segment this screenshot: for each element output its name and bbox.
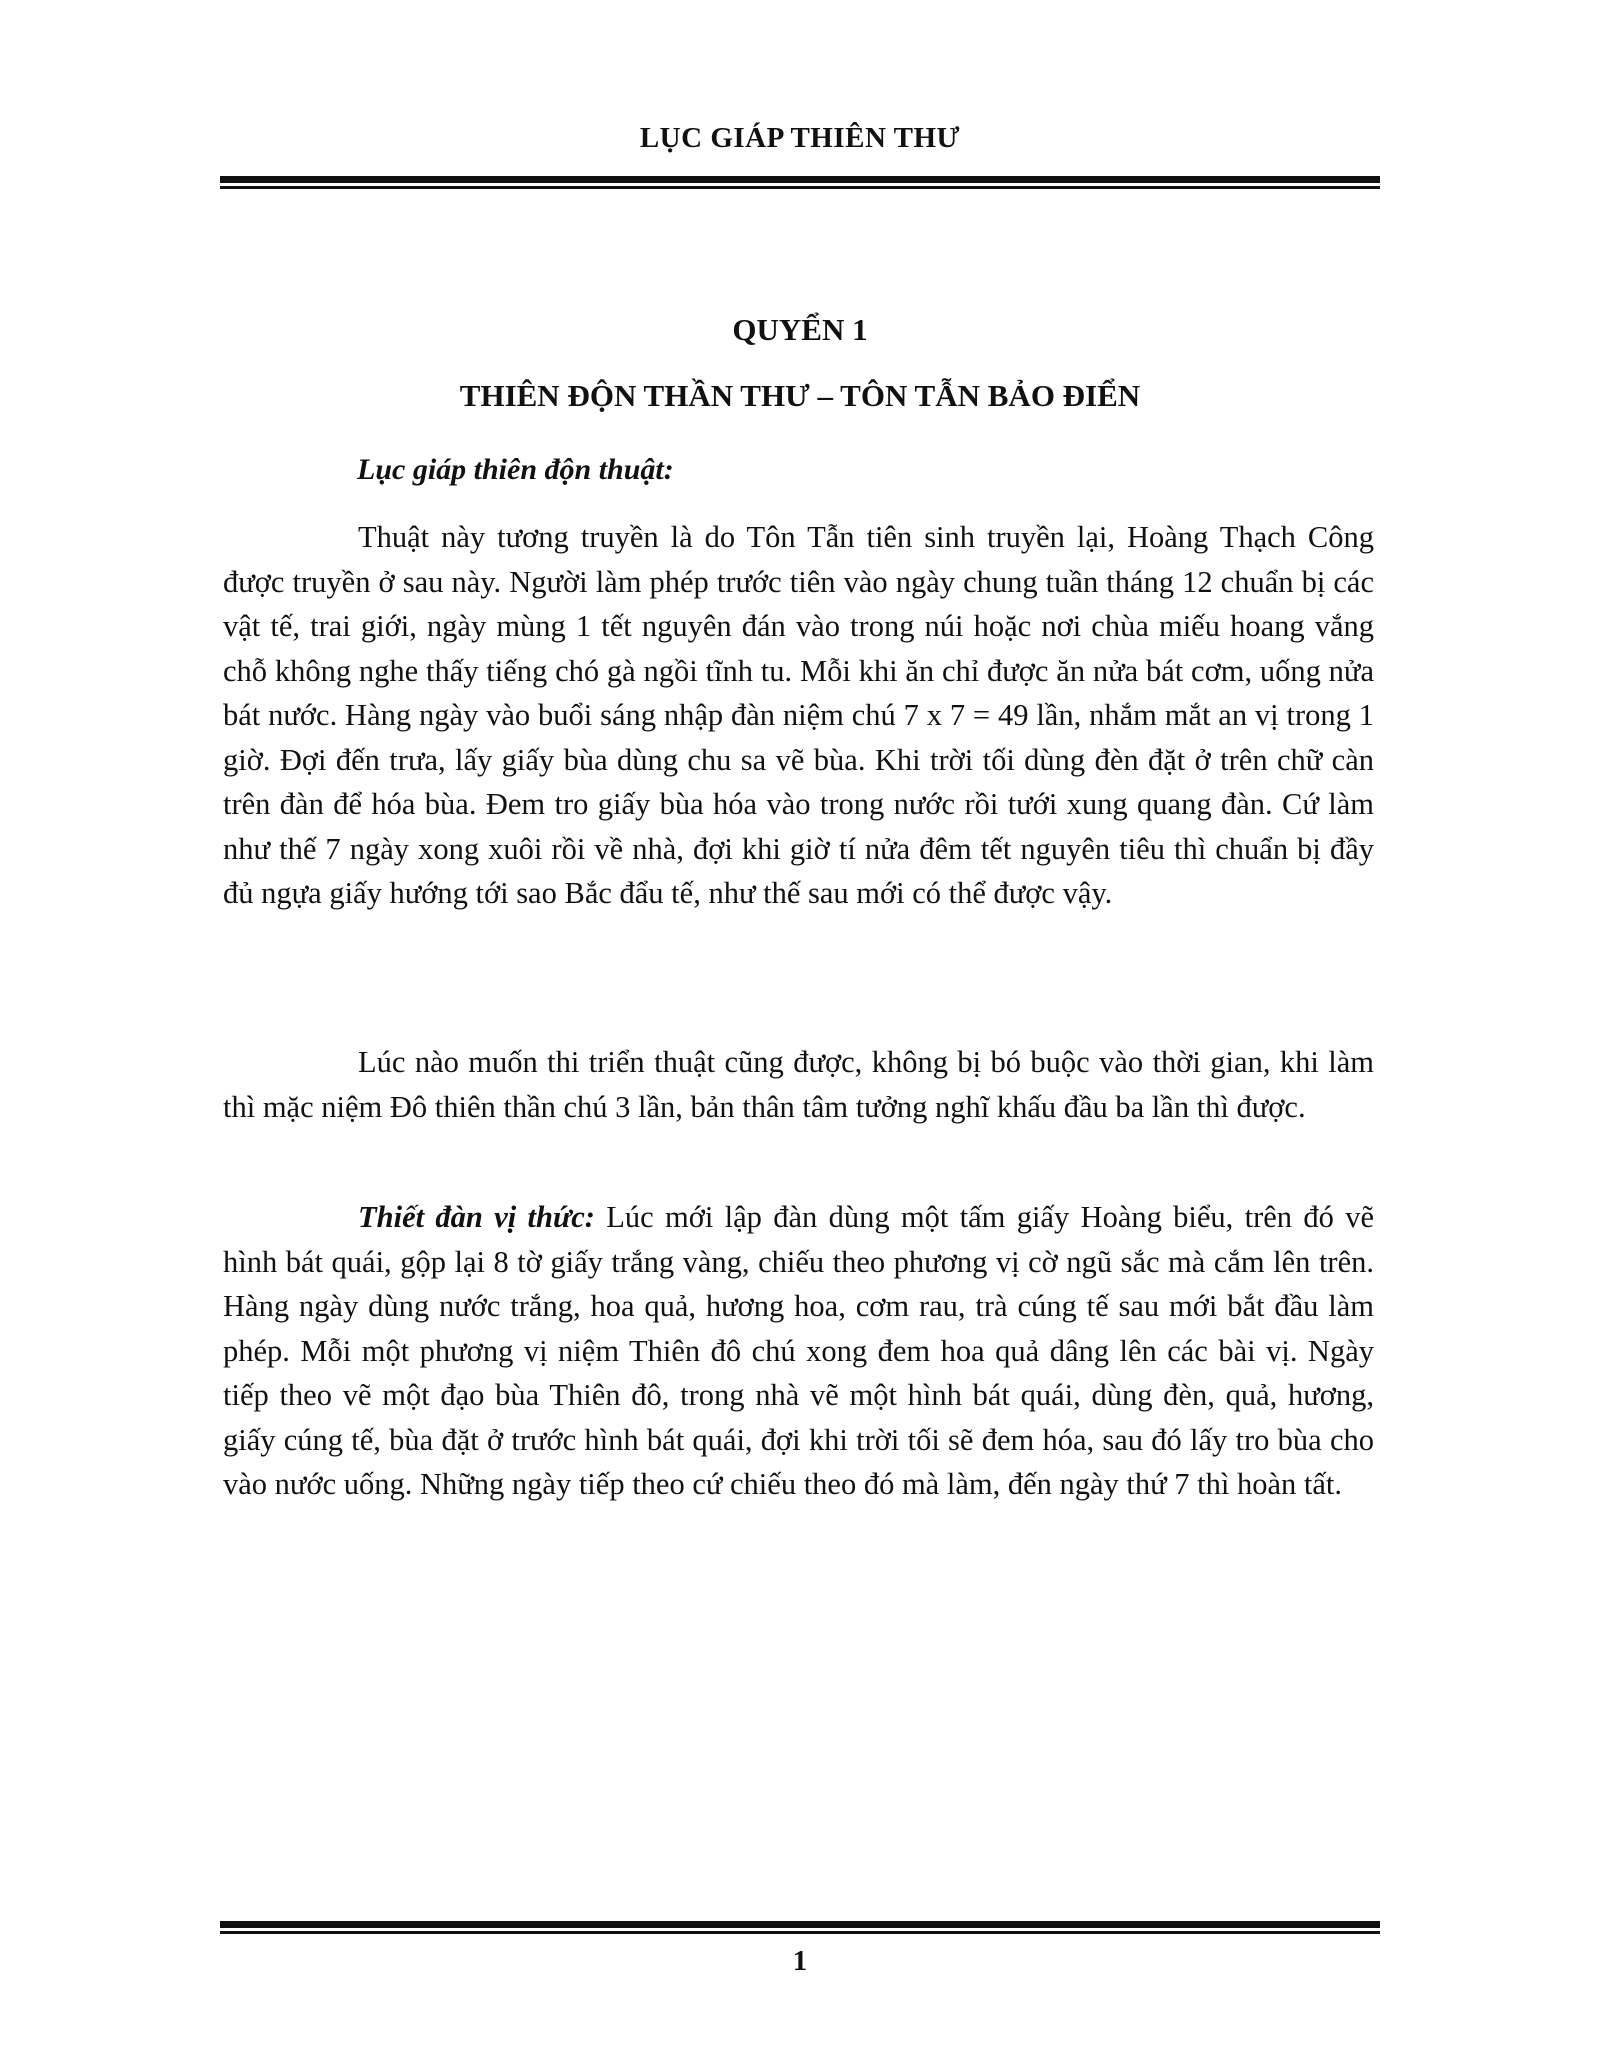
footer-rule-thick xyxy=(220,1921,1380,1928)
chapter-title: THIÊN ĐỘN THẦN THƯ – TÔN TẪN BẢO ĐIỂN xyxy=(459,378,1141,413)
running-header: LỤC GIÁP THIÊN THƯ xyxy=(639,122,961,154)
footer-rule xyxy=(220,1921,1380,1934)
header-rule xyxy=(220,176,1380,189)
paragraph-3 xyxy=(223,1195,1374,1507)
header-rule-thick xyxy=(220,176,1380,183)
paragraph-2: Lúc nào muốn thi triển thuật cũng được, không bị bó buộc vào thời gian, khi làm thì mặc niệm Đô thiên thần chú 3 lần, bản thân tâm tưởng nghĩ khấu đầu ba lần thì được. xyxy=(223,1045,1374,1124)
section-heading: Lục giáp thiên độn thuật: xyxy=(357,453,674,486)
page-number: 1 xyxy=(792,1945,808,1977)
paragraph-3-body: Lúc mới lập đàn dùng một tấm giấy Hoàng biểu, trên đó vẽ hình bát quái, gộp lại 8 tờ giấy trắng vàng, chiếu theo phương vị cờ ngũ sắc mà cắm lên trên. Hàng ngày dùng nước trắng, hoa quả, hương hoa, cơm rau, trà cúng tế sau mới bắt đầu làm phép. Mỗi một phương vị niệm Thiên đô chú xong đem hoa quả dâng lên các bài vị. Ngày tiếp theo vẽ một đạo bùa Thiên đô, trong nhà vẽ một hình bát quái, dùng đèn, quả, hương, giấy cúng tế, bùa đặt ở trước hình bát quái, đợi khi trời tối sẽ đem hóa, sau đó lấy tro bùa cho vào nước uống. Những ngày tiếp theo cứ chiếu theo đó mà làm, đến ngày thứ 7 thì hoàn tất. xyxy=(223,1200,1374,1501)
header-rule-thin xyxy=(220,186,1380,189)
paragraph-3-lead: Thiết đàn vị thức: xyxy=(358,1200,595,1234)
footer-rule-thin xyxy=(220,1931,1380,1934)
paragraph-1: Thuật này tương truyền là do Tôn Tẫn tiên sinh truyền lại, Hoàng Thạch Công được truyền ở sau này. Người làm phép trước tiên vào ngày chung tuần tháng 12 chuẩn bị các vật tế, trai giới, ngày mùng 1 tết nguyên đán vào trong núi hoặc nơi chùa miếu hoang vắng chỗ không nghe thấy tiếng chó gà ngồi tĩnh tu. Mỗi khi ăn chỉ được ăn nửa bát cơm, uống nửa bát nước. Hàng ngày vào buổi sáng nhập đàn niệm chú 7 x 7 = 49 lần, nhắm mắt an vị trong 1 giờ. Đợi đến trưa, lấy giấy bùa dùng chu sa vẽ bùa. Khi trời tối dùng đèn đặt ở trên chữ càn trên đàn để hóa bùa. Đem tro giấy bùa hóa vào trong nước rồi tưới xung quang đàn. Cứ làm như thế 7 ngày xong xuôi rồi về nhà, đợi khi giờ tí nửa đêm tết nguyên tiêu thì chuẩn bị đầy đủ ngựa giấy hướng tới sao Bắc đẩu tế, như thế sau mới có thể được vậy. xyxy=(223,520,1374,910)
chapter-number: QUYỂN 1 xyxy=(732,312,868,347)
